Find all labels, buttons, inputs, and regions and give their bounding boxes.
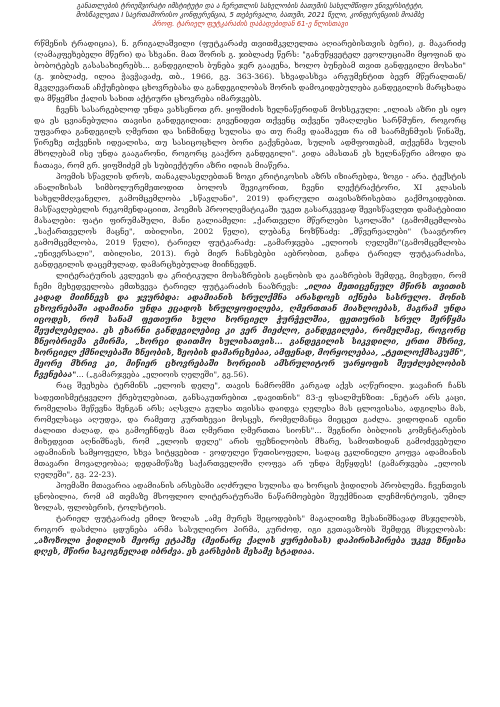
paragraph-text: რწმენის ტრადიცია), ნ. გრიგალაშვილი (ფუტკარაძე თვითმკვლელთა აღიარებისთვის ბერი), ჟ. მაკარიძე (ღამაჟფეხებელი მწერი) და სხვანი. მათ შორის გ. ჯიბლაძე წერს: "განუწყვეტელ ევოლუციაში მყოფიან და ბობოტებეს გასასახიერებს... განდეგილის ბუნება ჯერ გააჟენა, ხოლო ბუნებამ თვით განდეგილი მოსახი" (გ. ჯიბლაძე, ილია ჭავჭავაძე, თბ., 1966, გვ. 363-366). სხვადასხვა არგუმენტით ბევრ მწერალთან/მკვლევართან აჩქუჩებიდა ცხოვრებასა და განდეგილობას შორის დამოკიდებულება განდეგილის მარცხადა და მწყემსი ქალის სახით აქტიური ცხოვრება იმარჯვებს. (34, 39, 466, 104)
header-line-1: განათლების ტრიუმვირატი იმსტიტუტი და ა ჩერეთლის სახელობის ბათუმის სახელმწიფო უნივერსიტეტი, (76, 2, 424, 10)
quote-text: „აზოზოლი ჭიდილის მეორე ეტაპზე (მეინარც ქალის ყურებისას) დაპირისპირება უკვე ზნეისა დღეს, მწირი საკოგნელად იბრძვა. ეს გარსების მესამე სტადიაა. (34, 536, 466, 557)
article-body (34, 38, 466, 702)
paragraph-text: ჩვენს სასარგებლოდ უნდა ვახსენოთ გრ. ყიფშიძის ხელნაწერიდან მოხსეკული: „ილიას აზრი ეს იყო და ეს ცვიანებულია თავისი განდეგილით: გივენიდეთ თქვენც თქვენი უმაღლესი სარწმუნო, როგორც უფვარდა განდეგილს ღმერთი და სინმინდე სულისა და თუ რამე დააშავეთ რა იმ საარმენმუის წინაშე, წირეზე თქვენის იდეალისა, თუ სასიცოცხლო ბორი გაქვნებათ, სულის ადმფოთებამ, თქვენმა სულის მხოლებამ ისე უნდა გააგარონი, როგორც გააქრო განდეგილი". კიდა ამასთან ეს ხელნაწერი ამოდი და ჩათავა, რომ გრ. ყიფშიძემ ეს სუბიექტური აზრი იდიას მიაწერა. (34, 105, 466, 170)
paragraph (34, 104, 466, 170)
paragraph-text: ... („გამარჯვება „ელიოის ღელეში", გვ.56). (76, 370, 249, 380)
paragraph (34, 171, 466, 270)
paragraph-text: პოემაში მთავარია ადამიანის არსებაში აღძრული სულისა და ხორცის ჭიდილის პრობლემა. ჩვენთვის ცნობილია, რომ ამ თემაზე მსოფლიო ლიტერატურაში ნაწარმოებები შეუქმნიათ ლეჩმონტოვის, უმილ ზოლას, ფლობერის, ტოლსტოის. (34, 480, 466, 512)
quote-text: „ილია მეთიცენეულ მწირს თვითის კადად მიიჩნევს და ჯვურბდა: ადამიანის სრულქმნა არასდოეს იქნება სასრულო. მონის ცხოვრებაში ადამიანი უნდა ეცადოს სრულყოფილება, ღმერთთან მიახლოებას, მაგრამ უნდა იცოდეს, რომ სანამ ფეთიური სული ხორციელ ჭურჭელშია, ფეთიურის სრულ შერწყმა შეუძლებელია. ეს ეხარნი განდეგილებიც კი ვერ მიეძლო, განდეგილება, რომელმაც, როგორც ზნეობრივმა გმირმა, „ხორცი დაითმო სულისათვის... განდეგილის სიკვდილი, ერთი მხრივ, ხორციელ ქმნილებაში ზნეობის, ზეობის დამარცხებაა, ამფენად, მორყოლებაა, „ტეთლოქმსაკუმნ", მეორე მხრივ კი, მიწიერ ცხოვრებაში ხორციის ამსრულიტორ უარყოფის შეუძლებლობის ჩვენებაა" (34, 282, 466, 380)
paragraph-text: რაც შეეხება ტერმინს „ელოის დელე", თავის ნამრომში კარგად აქვს აღწერილი. ჯავაჩირ ჩანს სადეთისმეტყველო ქრებულებიათ, განსაკუთრებით „დავითნის" 83-ე ფსალმუნზით: „ნეტარ არს კაცი, რომელისა შეწევნა შენგან არს; აღსვლა გულსა თვისსა დაიდვა ღელესა მას ცლოვისასა, ადგილსა მას, რომელსაცა აღუდეა, და რამეთუ კურთხევაი მოსცეს, რომელმანცა მიეცეთ გაძლა. ვიდოდიან იგინი ძალითი ძალად, და გამოეჩნდეს მათ ღმერთი ღმერთთა სიონს"... შეგნირი ბიბლიის კომენტარების მიხედვით აღნიშნავს, რომ „ელოის დელე" არის ფეზნილობის მზარე, სამოთხიდან გამოძევებული ადამიანის სამყოფელი, სხვა სიტყვებით - ვოდულეი წუთისოფელი, სადაც ეკლინიელი კოფვა ადამიანის მთავარი მოვალეობაა; დედამიწაზე საქართველოში ღოფვა არ უნდა მეწყდეს! (გამარჯვება „ელოის ღელეში", გვ. 22-23). (34, 381, 466, 479)
header-line-2: მოსწავლეთა I საერთაშორისო კონფერენცია, 5 თებერვალი, ბათუმი, 2021 წელი, კონფერენციის მოამბე (75, 11, 425, 19)
paragraph (34, 380, 466, 479)
paragraph-text: პოემის სწავლის დროს, თანაკლასელებთან ზოგი კრიტიკოსის აზრს იზიარებდა, ზოგი - არა. ტექსტის ანალიზისას სიმბოლურემეთოდით ბოლოს შევიკორით, ჩვენი ლექტრაქტორი, XI კლასის სახელმძღვანელო, გამომცემლობა „სწავლანი", 2019) დარღული თავისაზრისებთა გაქმოკიდებით. მასწავლებელის რეკომენდაციით, პოემის პროოლემატიკაში უკეთ გასარკვევად შევისწავლეთ დამატებითი მასალები: ფატი ფირუმაშული, მანი გალიამელი: „ქართველი მწერლები სკოლაში" (გამომცემლობა „საქართველოს მაცნე", თბილისი, 2002 წელი), ლუბანკ ნოზწნაძე: „მწვერვალები" (საავტორო გამომცემლობა, 2019 წელი), ტარიელ ფუტკარაძე: „გამარჯვება „ელიოის ღელეში"(გამომცემლობა „უნივერსალი", თბილისი, 2013). რებ მიერ ჩანსებები აებრობით, გაჩდა ტარიელ ფუტკარაძისა, განდეგილის დაცემულად, დამარცხებულად მიიჩნევდნ. (34, 171, 466, 269)
paragraph (34, 38, 466, 104)
paragraph (34, 270, 466, 380)
paragraph (34, 513, 466, 557)
running-header (36, 2, 464, 29)
paragraph-text: ლიტერატურის კვლევის და კრიტიკული მოსაზრების გაცნობის და გააზრების შემდეგ, მივხვდი, რომ ჩემი მეხედველობა ემთხვევა ტარიელ ფუტკარაძის ნააზრევს: (34, 270, 466, 292)
paragraph-text: ტარიელ ფუტკარაძე ემილ ზოლას „ამე მურეს შეცოდების" მაგალითზე შესანიშნავად მსჯელობს, როგორ დასძლია ცდუნება არმა სასულიერო პირმა, კურძოდ, იგი გვთავაზობს შემდეგ მსჯელობას: (34, 514, 466, 535)
paragraph (34, 480, 466, 513)
header-line-3: პროფ. ტარიელ ფუტკარაძის დაბადებიდან 61-ე წლისთავი (152, 20, 348, 28)
